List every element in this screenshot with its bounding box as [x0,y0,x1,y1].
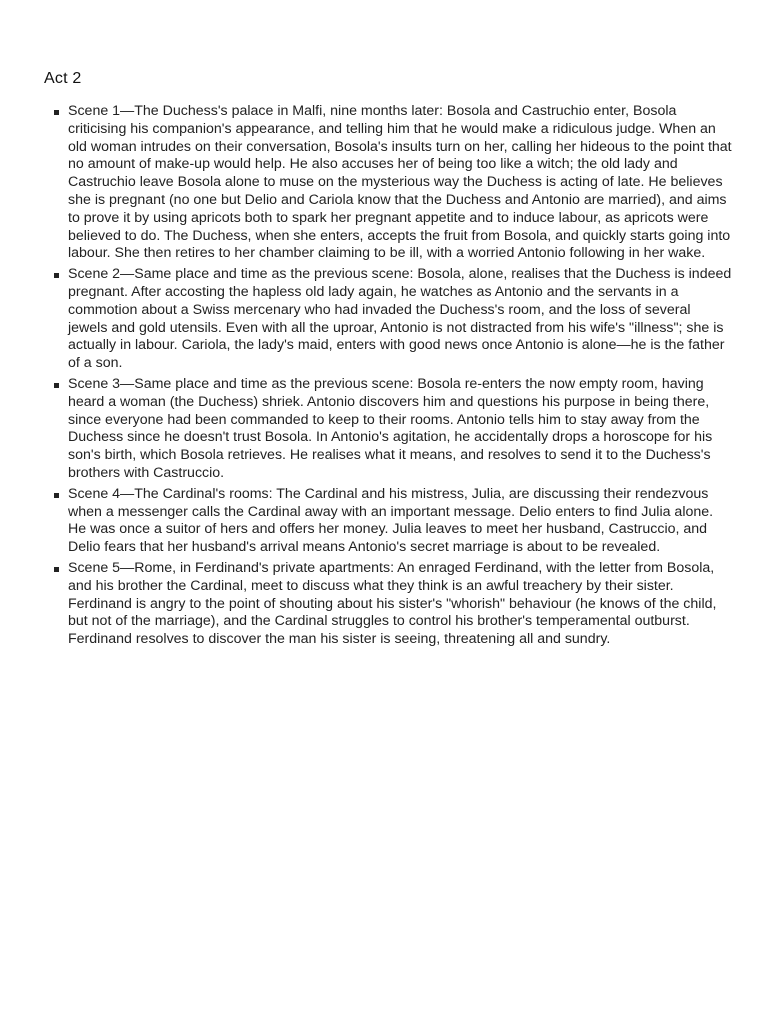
square-bullet-icon [54,273,59,278]
scene-text: Scene 3—Same place and time as the previous scene: Bosola re-enters the now empty room, having heard a woman (the Duchess) shriek. Antonio discovers him and questions his purpose in being there, since everyone had been commanded to keep to their rooms. Antonio tells him to stay away from the Duchess since he doesn't trust Bosola. In Antonio's agitation, he accidentally drops a horoscope for his son's birth, which Bosola retrieves. He realises what it means, and resolves to send it to the Duchess's brothers with Castruccio. [68,375,713,481]
scene-text: Scene 1—The Duchess's palace in Malfi, nine months later: Bosola and Castruchio enter, Bosola criticising his companion's appearance, and telling him that he would make a ridiculous judge. When an old woman intrudes on their conversation, Bosola's insults turn on her, calling her hideous to the point that no amount of make-up would help. He also accuses her of being too like a witch; the old lady and Castruchio leave Bosola alone to muse on the mysterious way the Duchess is acting of late. He believes she is pregnant (no one but Delio and Cariola know that the Duchess and Antonio are married), and aims to prove it by using apricots both to spark her pregnant appetite and to induce labour, as apricots were believed to do. The Duchess, when she enters, accepts the fruit from Bosola, and quickly starts going into labour. She then retires to her chamber claiming to be ill, with a worried Antonio following in her wake. [68,103,732,262]
list-item-scene-5 [68,560,732,649]
scene-list [68,103,732,652]
list-item-scene-3 [68,376,732,483]
section-heading: Act 2 [44,70,82,87]
square-bullet-icon [54,383,59,388]
square-bullet-icon [54,493,59,498]
list-item-scene-4 [68,486,732,557]
square-bullet-icon [54,567,59,572]
list-item-scene-2 [68,266,732,373]
scene-text: Scene 4—The Cardinal's rooms: The Cardinal and his mistress, Julia, are discussing their rendezvous when a messenger calls the Cardinal away with an important message. Delio enters to find Julia alone. He was once a suitor of hers and offers her money. Julia leaves to meet her husband, Castruccio, and Delio fears that her husband's arrival means Antonio's secret marriage is about to be revealed. [68,485,714,556]
list-item-scene-1 [68,103,732,263]
square-bullet-icon [54,110,59,115]
scene-text: Scene 5—Rome, in Ferdinand's private apartments: An enraged Ferdinand, with the letter from Bosola, and his brother the Cardinal, meet to discuss what they think is an awful treachery by their sister. Ferdinand is angry to the point of shouting about his sister's "whorish" behaviour (he knows of the child, but not of the marriage), and the Cardinal struggles to control his brother's temperamental outburst. Ferdinand resolves to discover the man his sister is seeing, threatening all and sundry. [68,559,717,648]
scene-text: Scene 2—Same place and time as the previous scene: Bosola, alone, realises that the Duchess is indeed pregnant. After accosting the hapless old lady again, he watches as Antonio and the servants in a commotion about a Swiss mercenary who had invaded the Duchess's room, and the loss of several jewels and gold utensils. Even with all the uproar, Antonio is not distracted from his wife's "illness"; she is actually in labour. Cariola, the lady's maid, enters with good news once Antonio is alone—he is the father of a son. [68,266,732,372]
